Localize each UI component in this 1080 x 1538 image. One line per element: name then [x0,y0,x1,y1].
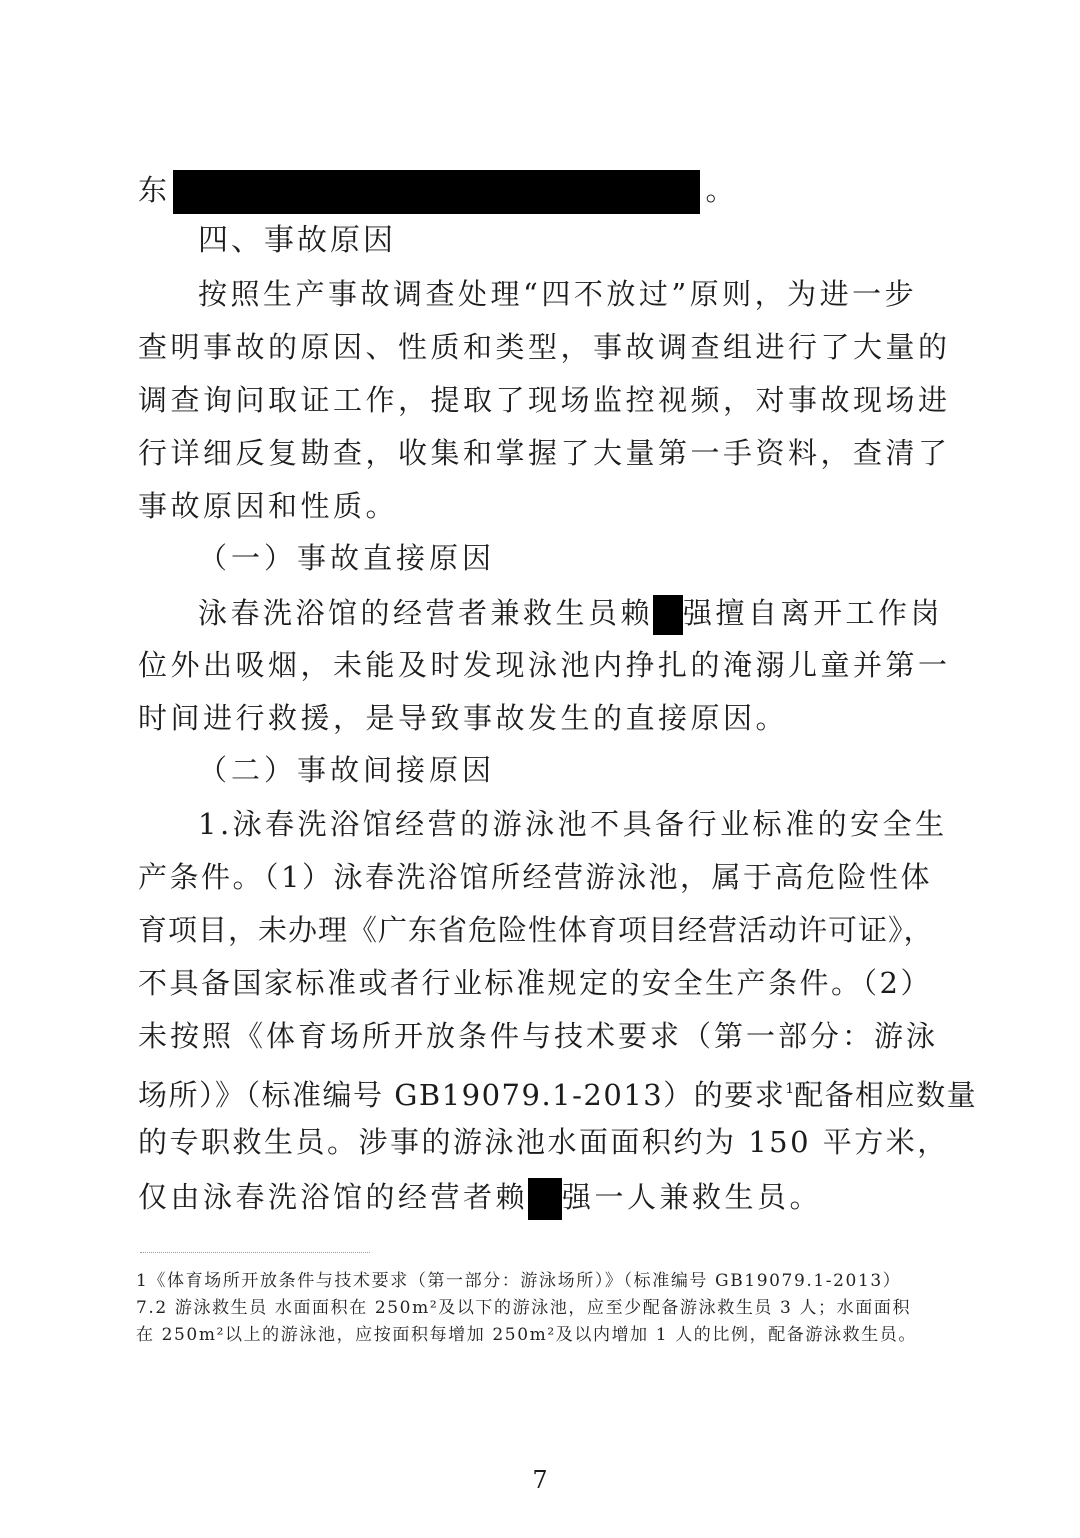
paragraph-line: 育项目，未办理《广东省危险性体育项目经营活动许可证》， [138,913,934,947]
paragraph-line: 产条件。（1）泳春洗浴馆所经营游泳池，属于高危险性体 [138,860,932,894]
paragraph-line: 查明事故的原因、性质和类型，事故调查组进行了大量的 [138,330,951,364]
paragraph-line: 不具备国家标准或者行业标准规定的安全生产条件。（2） [138,966,932,1000]
paragraph-line: 的专职救生员。涉事的游泳池水面面积约为 150 平方米， [138,1125,949,1159]
text-fragment: 强一人兼救生员。 [562,1180,823,1214]
footnote-line: 1《体育场所开放条件与技术要求（第一部分：游泳场所）》（标准编号 GB19079.1-2013） [136,1271,902,1291]
text-fragment: 东 [138,173,171,207]
paragraph-line: 时间进行救援，是导致事故发生的直接原因。 [138,701,789,735]
paragraph-line [198,595,943,635]
footnote-line: 在 250m²以上的游泳池，应按面积每增加 250m²及以内增加 1 人的比例，配备游泳救生员。 [136,1325,917,1345]
section-title: 四、事故原因 [198,223,396,258]
text-fragment: 配备相应数量 [794,1078,978,1112]
redaction-block [528,1178,562,1220]
paragraph-line: 位外出吸烟，未能及时发现泳池内挣扎的淹溺儿童并第一 [138,648,951,682]
text-fragment: 强擅自离开工作岗 [683,596,944,630]
text-fragment: 仅由泳春洗浴馆的经营者赖 [138,1180,529,1214]
paragraph-line [138,1178,822,1220]
footnote-ref: 1 [785,1081,795,1097]
paragraph-line [138,1072,977,1112]
paragraph-line: 事故原因和性质。 [138,489,399,523]
footnote-divider [140,1252,370,1253]
subsection-title: （二）事故间接原因 [198,753,496,787]
page-number: 7 [532,1466,548,1494]
text-fragment: 泳春洗浴馆的经营者兼救生员赖 [198,596,654,630]
paragraph-line: 调查询问取证工作，提取了现场监控视频，对事故现场进 [138,383,951,417]
redaction-block [653,595,683,635]
paragraph-line: 未按照《体育场所开放条件与技术要求（第一部分：游泳 [138,1019,939,1053]
text-fragment: 。 [705,173,739,207]
redacted-line [138,170,738,214]
paragraph-line: 按照生产事故调查处理“四不放过”原则，为进一步 [198,277,918,311]
paragraph-line: 1.泳春洗浴馆经营的游泳池不具备行业标准的安全生 [198,807,948,841]
text-fragment: 场所）》（标准编号 GB19079.1-2013）的要求 [138,1078,786,1112]
footnote-line: 7.2 游泳救生员 水面面积在 250m²及以下的游泳池，应至少配备游泳救生员 3 人；水面面积 [136,1298,912,1318]
subsection-title: （一）事故直接原因 [198,541,496,575]
paragraph-line: 行详细反复勘查，收集和掌握了大量第一手资料，查清了 [138,436,951,470]
redaction-block [173,170,700,214]
